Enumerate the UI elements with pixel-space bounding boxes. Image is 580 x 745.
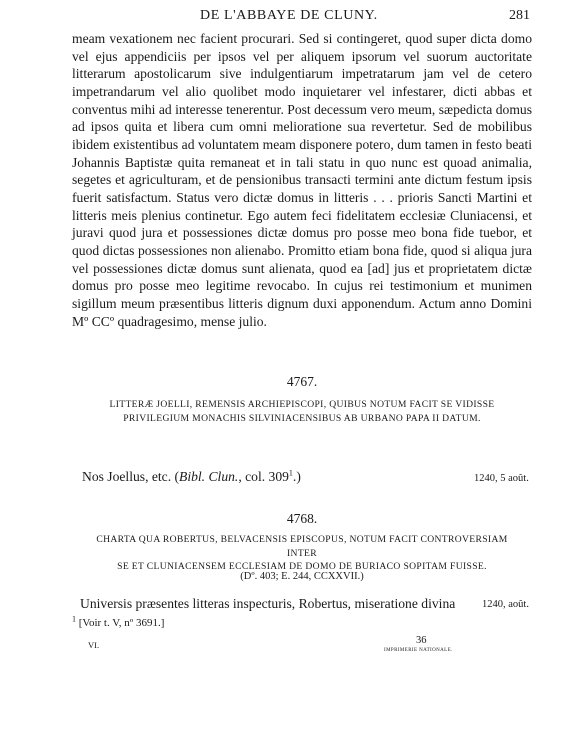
incipit-4768: Universis præsentes litteras inspecturis, Robertus, miseratione divina (80, 596, 456, 611)
document-heading-4767 (80, 398, 524, 425)
incipit-column: , col. 309 (238, 469, 289, 484)
page-number: 281 (509, 8, 530, 23)
running-title: DE L'ABBAYE DE CLUNY. (200, 8, 378, 23)
signature-sheet: 36 (416, 635, 427, 646)
document-heading-line: CHARTA QUA ROBERTUS, BELVACENSIS EPISCOPUS, NOTUM FACIT CONTROVERSIAM INTER (96, 534, 508, 559)
running-head (72, 8, 532, 26)
incipit-4767 (82, 469, 301, 485)
date-4768: 1240, août. (482, 599, 529, 610)
footnote-text: [Voir t. V, nº 3691.] (78, 617, 165, 629)
document-number-4768: 4768. (286, 511, 318, 526)
document-heading-4768 (80, 533, 524, 574)
incipit-source: Bibl. Clun. (179, 469, 239, 484)
incipit-text: Nos Joellus, etc. ( (82, 469, 180, 484)
footnote-mark: 1 (288, 468, 293, 478)
incipit-close: .) (292, 469, 301, 484)
body-paragraph: meam vexationem nec facient procurari. Sed si contingeret, quod super dicta domo vel ejus appendiciis per ipsos vel per aliquem ipsorum vel suorum auctoritate litterarum apostolicarum sive indulgentiarum impetratarum jam vel de cetero impetrandarum vel alio quolibet modo inquietarer vel infestarer, dicti abbas et conventus mihi ad interesse tenerentur. Post decessum vero meum, sæpedicta domus ad ipsos quita et libera cum omni melioratione sua revertetur. Sed de mobilibus ibidem existentibus ad voluntatem meam disponere potero, dum tamen in festo beati Johannis Baptistæ quita remaneat et in tali statu in quo nunc est quoad animalia, segetes et agriculturam, et de pensionibus transacti termini ante dictum festum ipsis fuerit satisfactum. Status vero dictæ domus in litteris . . . prioris Sancti Martini et litteris meis plenius continetur. Ego autem feci fidelitatem ecclesiæ Cluniacensi, et juravi quod jura et possessiones dictæ domus pro posse meo bona fide tuebor, et quod dictas possessiones non alienabo. Promitto etiam bona fide, quod si aliqua jura vel possessiones dictæ domus sunt alienata, quod ea [ad] jus et proprietatem dictæ domus pro posse meo legitime revocabo. In cujus rei testimonium et munimen sigillum meum præsentibus litteris dignum duxi apponendum. Actum anno Domini Mº CCº quadragesimo, mense julio. (72, 31, 532, 329)
document-heading-line: LITTERÆ JOELLI, REMENSIS ARCHIEPISCOPI, QUIBUS NOTUM FACIT SE VIDISSE (109, 399, 495, 410)
body-text (72, 30, 532, 330)
document-heading-line: PRIVILEGIUM MONACHIS SILVINIACENSIBUS AB URBANO PAPA II DATUM. (123, 412, 481, 424)
document-heading-line: SE ET CLUNIACENSEM ECCLESIAM DE DOMO DE BURIACO SOPITAM FUISSE. (117, 561, 487, 572)
date-4767: 1240, 5 août. (474, 473, 529, 484)
footnote-mark: 1 (72, 614, 76, 624)
document-number-4767: 4767. (286, 374, 318, 389)
imprint-line: IMPRIMERIE NATIONALE. (384, 648, 453, 653)
signature-volume: VI. (88, 640, 100, 650)
source-reference-4768: (Dº. 403; E. 244, CCXXVII.) (240, 571, 364, 582)
footnote (72, 614, 165, 629)
